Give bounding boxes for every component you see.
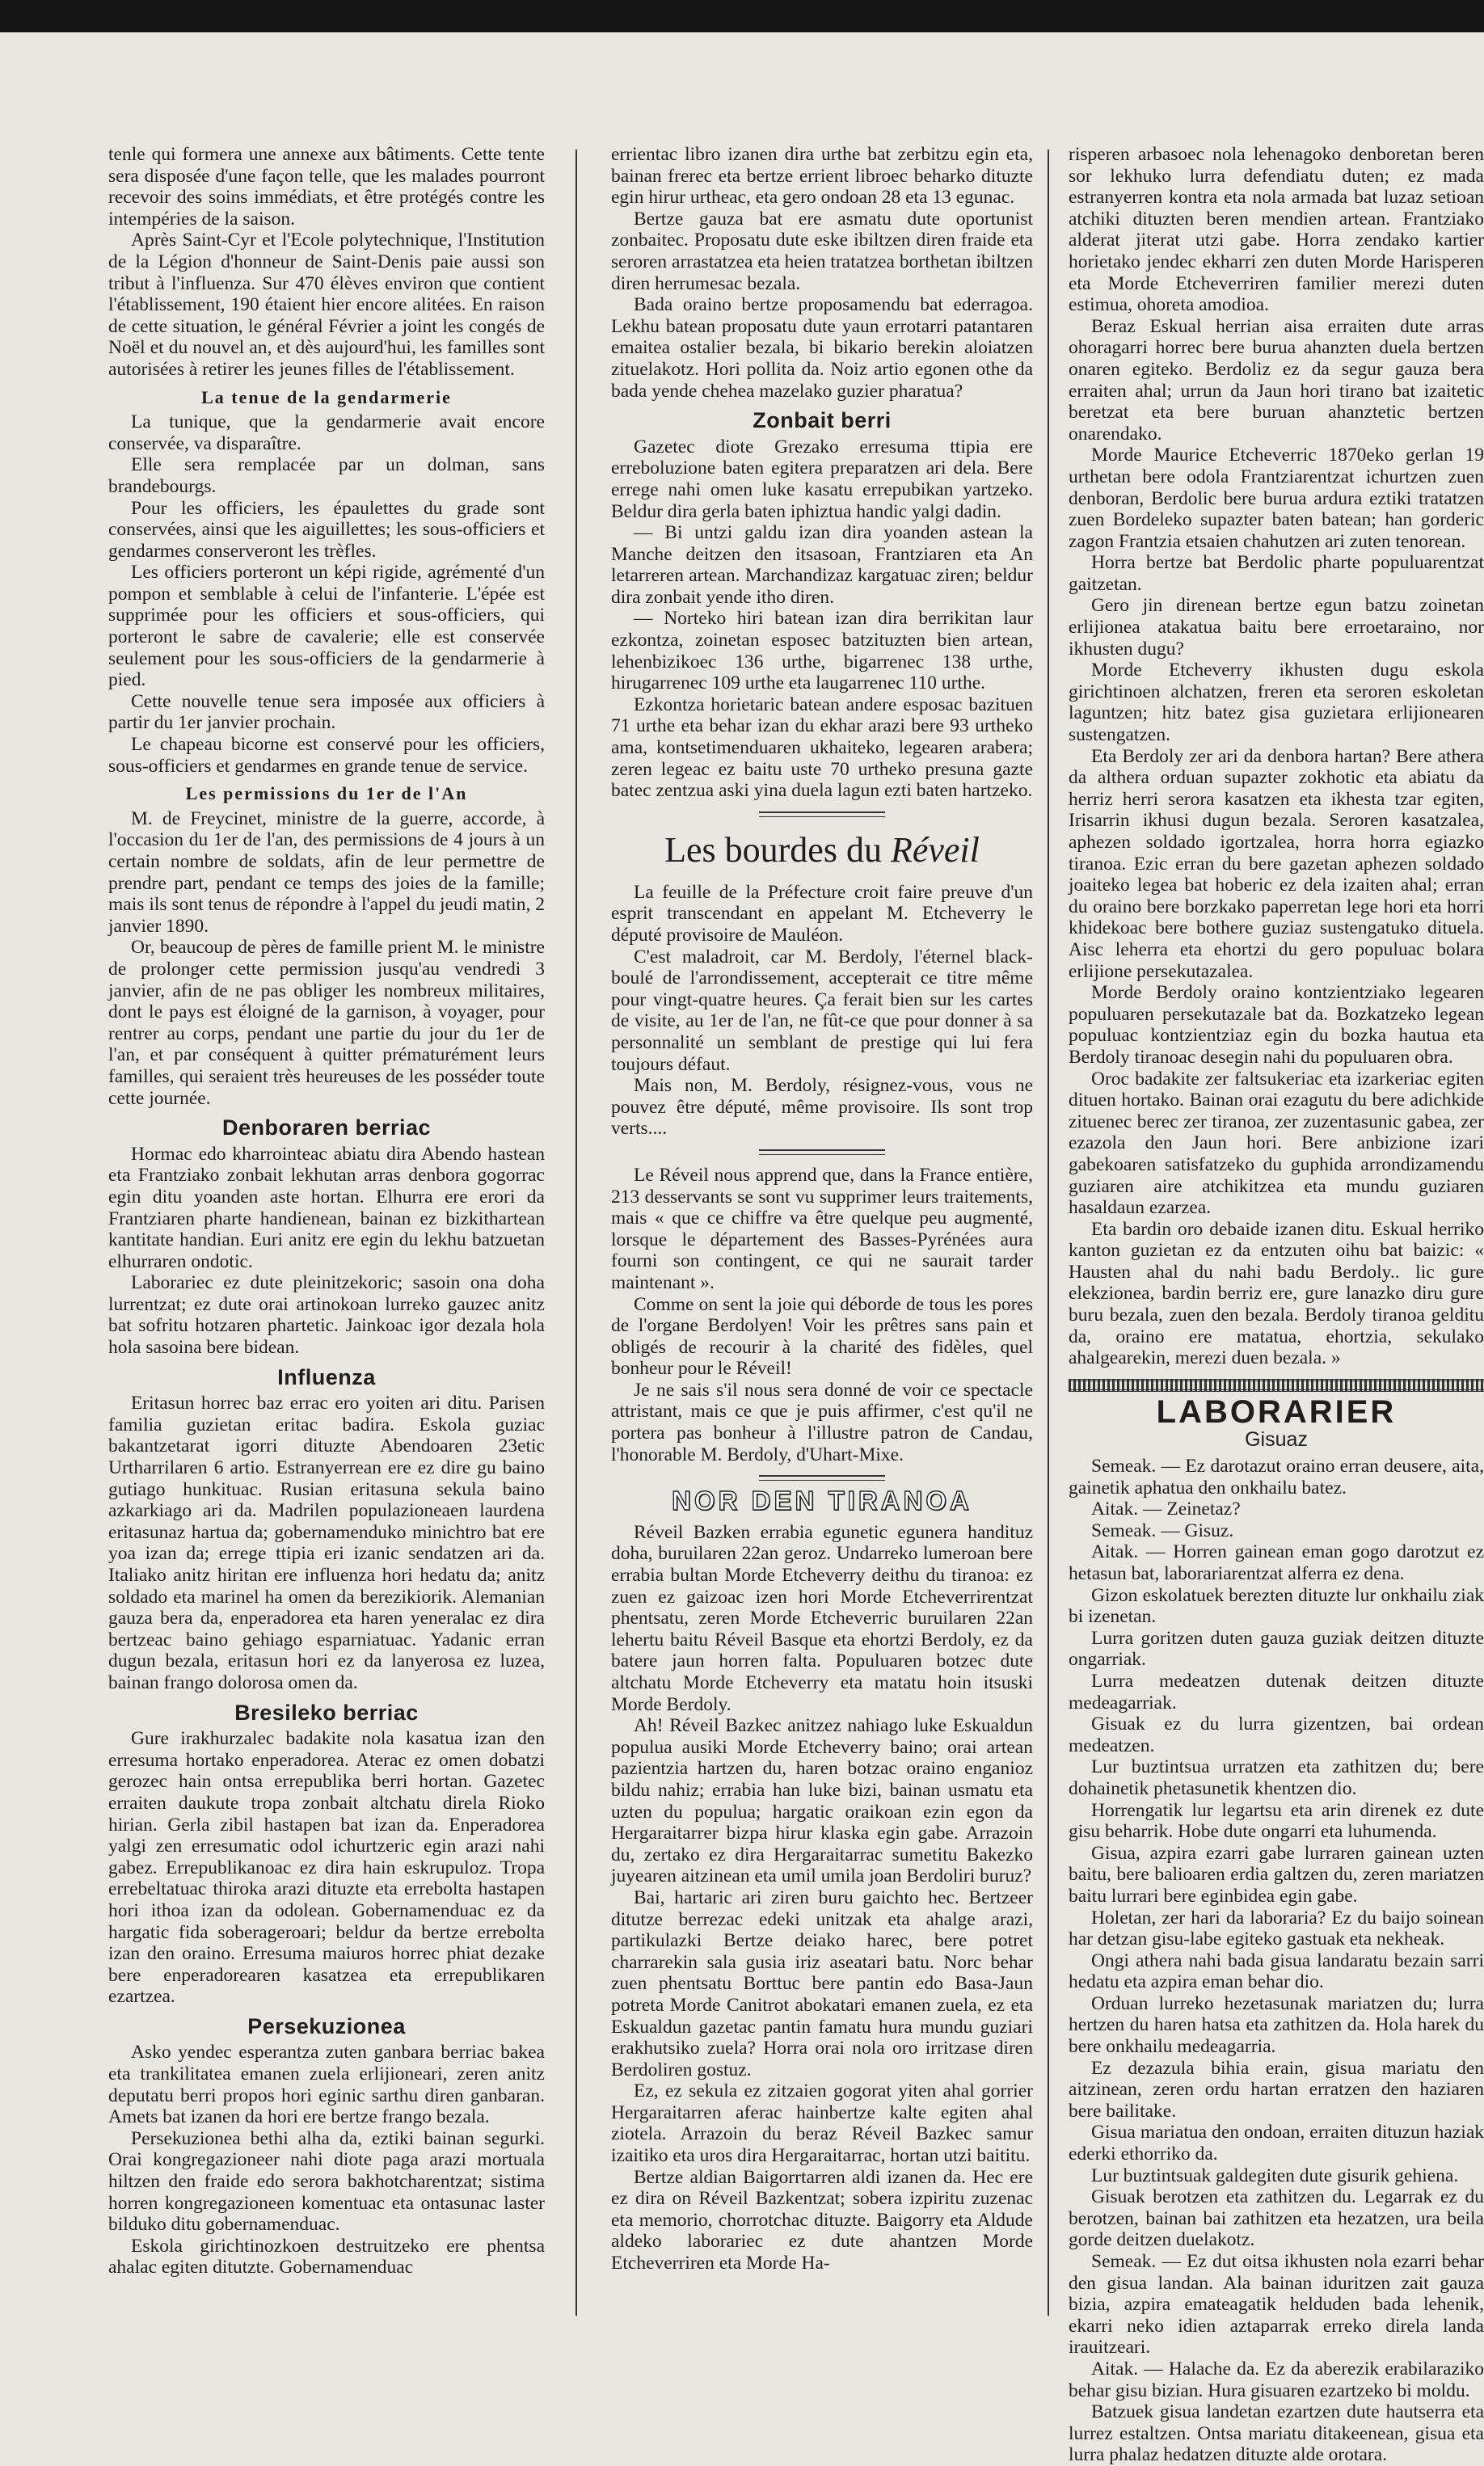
paragraph: Bertze aldian Baigorrtarren aldi izanen da. Hec ere ez dira on Réveil Bazkentzat; sobera izpiritu zuzenac eta memorio, chorrotchac dituzte. Baigorry eta Aldude aldeko laborariec ez dute ahantzen Morde Etcheverriren eta Morde Ha- bbox=[611, 2166, 1033, 2274]
paragraph: Elle sera remplacée par un dolman, sans brandebourgs. bbox=[108, 454, 545, 497]
paragraph: C'est maladroit, car M. Berdoly, l'éternel black-boulé de l'arrondissement, accepterait ce titre même pour vingt-quatre heures. Ça ferait bien sur les cartes de visite, au 1er de l'an, ne fût-ce que pour donner à sa personnalité un semblant de prestige qui lui fera toujours défaut. bbox=[611, 946, 1033, 1075]
ornament-rule bbox=[759, 1475, 886, 1481]
column-2 bbox=[611, 144, 1033, 2274]
article-title: LABORARIER bbox=[1156, 1393, 1397, 1430]
paragraph: Bertze gauza bat ere asmatu dute oportunist zonbaitec. Proposatu dute eske ibiltzen diren fraide eta seroren arrastatzea eta heien tratatzea borthetan ibiltzen diren herrumesac bezala. bbox=[611, 208, 1033, 294]
paragraph: Laborariec ez dute pleinitzekoric; sasoin ona doha lurrentzat; ez dute orai artinokoan lurreko gauzec anitz bat sofritu hotzaren phartetic. Jainkoac igor dezala hola hola sasoina bere bidean. bbox=[108, 1272, 545, 1359]
paragraph: Le chapeau bicorne est conservé pour les officiers, sous-officiers et gendarmes en grande tenue de service. bbox=[108, 734, 545, 777]
paragraph: M. de Freycinet, ministre de la guerre, accorde, à l'occasion du 1er de l'an, des permissions de 4 jours à un certain nombre de soldats, afin de leur permettre de prendre part, pendant ce temps des joies de la famille; mais ils sont tenus de répondre à l'appel du jeudi matin, 2 janvier 1890. bbox=[108, 807, 545, 937]
paragraph: Or, beaucoup de pères de famille prient M. le ministre de prolonger cette permission jusqu'au vendredi 3 janvier, afin de ne pas obliger les nombreux militaires, dont le pays est éloigné de la garnison, à voyager, pour rentrer au corps, pendant une partie du jour du 1er de l'an, et par conséquent à quitter prématurément leurs familles, qui seraient très heureuses de les posséder toute cette journée. bbox=[108, 937, 545, 1109]
ornament-rule bbox=[759, 1149, 886, 1155]
paragraph: Eta bardin oro debaide izanen ditu. Eskual herriko kanton guzietan ez da entzuten oihu bat baizic: « Hausten ahal du nahi badu Berdoly.. lic gure elekzionea, bardin berriz ere, gure lanazko diru gure buru bezala, zuen den bezala. Berdoly tiranoa gelditu da, oraino ere matatua, ehortzia, sekulako ahalgearekin, merezi duen bezala. » bbox=[1069, 1218, 1484, 1369]
dialogue-line: Aitak. — Horren gainean eman gogo darotzut ez hetasun bat, laborariarentzat alferra ez dena. bbox=[1069, 1541, 1484, 1584]
paragraph: Orduan lurreko hezetasunak mariatzen du; lurra hertzen du haren hatsa eta zathitzen da. Hola harek du bere onkhailu medeagarria. bbox=[1069, 1992, 1484, 2058]
column-3 bbox=[1069, 144, 1484, 2466]
paragraph: Gero jin direnean bertze egun batzu zoinetan erlijionea atakatua baitu bere erroetaraino, nor ikhusten dugu? bbox=[1069, 595, 1484, 660]
paragraph: La tunique, que la gendarmerie avait encore conservée, va disparaître. bbox=[108, 411, 545, 454]
column-rule bbox=[575, 150, 577, 2316]
dialogue-line: Aitak. — Halache da. Ez da aberezik erabilaraziko behar gisu bizian. Hura gisuaren ezartzeko bi moldu. bbox=[1069, 2358, 1484, 2401]
paragraph: Asko yendec esperantza zuten ganbara berriac bakea eta trankilitatea emanen zuela erlijioneari, zeren anitz deputatu berri propos hori eginic sarthu diren ganbaran. Amets bat izanen da hori ere bertze frango bezala. bbox=[108, 2042, 545, 2128]
title-italic: Réveil bbox=[890, 829, 980, 870]
paragraph: Morde Berdoly oraino kontzientziako legearen populuaren persekutazale bat da. Bozkatzeko legean populuac kontzientziaz egin du bozka hautua eta Berdoly tiranoac desegin nahi du populuaren obra. bbox=[1069, 982, 1484, 1068]
paragraph: Après Saint-Cyr et l'Ecole polytechnique, l'Institution de la Légion d'honneur de Saint-Denis paie aussi son tribut à l'influenza. Sur 470 élèves environ que contient l'établissement, 190 étaient hier encore alitées. En raison de cette situation, le général Février a joint les congés de Noël et du nouvel an, et dès aujourd'hui, les familles sont autorisées à retirer les jeunes filles de l'établissement. bbox=[108, 230, 545, 380]
paragraph: Ezkontza horietaric batean andere esposac bazituen 71 urthe eta behar izan du ekhar arazi bere 93 urtheko ama, kontsetimenduaren ukhaiteko, legearen arabera; zeren legeac ez baitu uste 70 urtheko presuna gazte batec zentzua aski yina duela lagun ezti baten hartzeko. bbox=[611, 693, 1033, 802]
dialogue-line: Semeak. — Gisuz. bbox=[1091, 1520, 1234, 1541]
paragraph: Lur buztintsua urratzen eta zathitzen du; bere dohainetik phetasunetik khentzen dio. bbox=[1069, 1756, 1484, 1799]
paragraph: Eta Berdoly zer ari da denbora hartan? Bere athera da althera orduan supazter zokhotic eta abiatu da herriz herri serora kasatzen eta ikhesta tzar egiten, Irisarrin ikhusi dugun bezala. Seroren kasatzalea, aphezen soldado igortzalea, horra horra egiazko tiranoa. Ezic erran du bere gazetan aphezen soldado joaiteko legea bat hoberic ez dela izaiten ahal; erran du oraino bere borzkako paperretan lege hori eta horri khidekoac bere bothere guziaz sustengatuko dituela. Aisc leherra eta ehortzi du gero populuac bolara erlijione persekutazalea. bbox=[1069, 745, 1484, 982]
paragraph: Les officiers porteront un képi rigide, agrémenté d'un pompon et semblable à celui de l'infanterie. L'épée est supprimée pour les officiers et sous-officiers, qui porteront le sabre de cavalerie; elle est conservée seulement pour les sous-officiers de la gendarmerie à pied. bbox=[108, 562, 545, 691]
paragraph: Cette nouvelle tenue sera imposée aux officiers à partir du 1er janvier prochain. bbox=[108, 690, 545, 734]
paragraph: Persekuzionea bethi alha da, eztiki bainan segurki. Orai kongregazioneer nahi diote paga arazi mortuala hiltzen den fraide edo serora bakhotcharentzat; sistima horren kongregazioneen komentuac eta ontasunac laster bilduko ditu gobernamenduac. bbox=[108, 2127, 545, 2236]
paragraph: Batzuek gisua landetan ezartzen dute hautserra eta lurrez estaltzen. Ontsa mariatu ditakeenean, gisua eta lurra phalaz hedatzen dituzte alde orotara. bbox=[1069, 2401, 1484, 2466]
paragraph: risperen arbasoec nola lehenagoko denboretan beren sor lekhuko lurra defendiatu duten; ez mada estranyerren kontra eta nola armada bat luzaz setioan atchiki dituzten beren mendien artean. Frantziako alderat jiterat utzi gabe. Horra zendako kartier horietako jendec ekharri zen duten Morde Harisperen eta Morde Etcheverriren familier merezi duten estimua, ohoreta amodioa. bbox=[1069, 144, 1484, 316]
paragraph: La feuille de la Préfecture croit faire preuve d'un esprit transcendant en appelant M. Etcheverry le député provisoire de Mauléon. bbox=[611, 881, 1033, 946]
paragraph: Lur buztintsuak galdegiten dute gisurik gehiena. bbox=[1091, 2165, 1459, 2186]
paragraph: Bai, hartaric ari ziren buru gaichto hec. Bertzeer ditutze berrezac edeki unitzak eta ahalge arazi, partikulazki Bertze deiako harec, bere potret charrarekin sala gusia iriz aseatari batu. Norc behar zuen phentsatu Borttuc bere pantin edo Basa-Jaun potreta Morde Canitrot abokatari emanen zuela, ez eta Eskualdun gazetac pantin famatu hura mundu guziari erakhutsiko zuela? Horra orai nola oro irritzase diren Berdoliren gostuz. bbox=[611, 1886, 1033, 2080]
paragraph: Horra bertze bat Berdolic pharte populuarentzat gaitzetan. bbox=[1069, 552, 1484, 595]
section-heading: Influenza bbox=[277, 1364, 376, 1389]
paragraph: Bada oraino bertze proposamendu bat ederragoa. Lekhu batean proposatu dute yaun errotarri patantaren emaitea ostalier bezala, bi bikario berekin aloiatzen zituelakotz. Hori pollita da. Noiz artio egonen othe da bada yende chehea mazelako guzier pharatua? bbox=[611, 294, 1033, 402]
paragraph: Holetan, zer hari da laboraria? Ez du baijo soinean har detzan gisu-labe egiteko gastuak eta nekheak. bbox=[1069, 1907, 1484, 1950]
paragraph: Hormac edo kharrointeac abiatu dira Abendo hastean eta Frantziako zonbait lekhutan arras denbora gogorrac egin ditu yoanden aste hortan. Elhurra ere erori da Frantziaren pharte handienean, bainan ez bizkithartean kantitate handian. Euri anitz ere egin du lekhu batzuetan elhurraren ondotic. bbox=[108, 1143, 545, 1272]
paragraph: Je ne sais s'il nous sera donné de voir ce spectacle attristant, mais ce que je puis affirmer, c'est qu'il ne portera pas bonheur à l'illustre patron de Candau, l'honorable M. Berdoly, d'Uhart-Mixe. bbox=[611, 1379, 1033, 1465]
paragraph: Pour les officiers, les épaulettes du grade sont conservées, ainsi que les aiguillettes; les sous-officiers et gendarmes conserveront les trèfles. bbox=[108, 497, 545, 562]
paragraph: Le Réveil nous apprend que, dans la France entière, 213 desservants se sont vu supprimer leurs traitements, mais « que ce chiffre va être quelque peu augmenté, lorsque le département des Basses-Pyrénées aura fourni son contingent, ce qui ne saurait tarder maintenant ». bbox=[611, 1164, 1033, 1293]
dialogue-line: Semeak. — Ez darotazut oraino erran deusere, aita, gainetik aphatua den onkhailu batez. bbox=[1069, 1456, 1484, 1499]
section-heading: Persekuzionea bbox=[247, 2013, 406, 2038]
paragraph: Gisua, azpira ezarri gabe lurraren gainean uzten baitu, bere balioaren erdia galtzen du, zeren mariatzen baitu lurrari bere eginbidea egin gabe. bbox=[1069, 1842, 1484, 1907]
title-text: Les bourdes du bbox=[664, 829, 882, 870]
paragraph: Morde Maurice Etcheverric 1870eko gerlan 19 urthetan bere odola Frantziarentzat ichurtzen zuen denboran, Berdolic bere burua ardura eztiki tratatzen zuen Bordeleko supazter baten batean; han gorderic zagon Frantzia etsaien chahutzen ari zuten tenorean. bbox=[1069, 445, 1484, 552]
paragraph: Lurra goritzen duten gauza guziak deitzen dituzte ongarriak. bbox=[1069, 1627, 1484, 1671]
column-1 bbox=[108, 144, 545, 2278]
paragraph: — Norteko hiri batean izan dira berrikitan laur ezkontza, zoinetan esposec batzituzten bien artean, lehenbizikoec 136 urthe, bigarrenec 138 urthe, hirugarrenec 109 urthe eta laugarrenec 110 urthe. bbox=[611, 608, 1033, 694]
paragraph: Ez, ez sekula ez zitzaien gogorat yiten ahal gorrier Hergaraitarren aferac hainbertze kalte egiten ahal ziotela. Arrazoin du beraz Réveil Bazkec samur izaitiko eta uros dira Hergaraitarrac, hortan utzi baititu. bbox=[611, 2080, 1033, 2167]
article-title bbox=[611, 830, 1033, 870]
section-heading: Bresileko berriac bbox=[234, 1700, 419, 1725]
dialogue-line: Aitak. — Zeinetaz? bbox=[1091, 1499, 1241, 1520]
dialogue-line: Semeak. — Ez dut oitsa ikhusten nola ezarri behar den gisua landan. Ala bainan iduritzen zait gauza bizia, azpira emateagatik helduden bada lehenik, ekarri neko idien aztaparrak erreko direla landa irauitzeari. bbox=[1069, 2251, 1484, 2359]
section-heading: La tenue de la gendarmerie bbox=[201, 386, 452, 407]
paragraph: Gisua mariatua den ondoan, erraiten dituzun haziak ederki ethorriko da. bbox=[1069, 2122, 1484, 2165]
paragraph: Ez dezazula bihia erain, gisua mariatu den aitzinean, zeren ordu hartan erratzen den haziaren bere bailitake. bbox=[1069, 2057, 1484, 2122]
section-heading: Les permissions du 1er de l'An bbox=[185, 783, 468, 804]
section-heading: Gisuaz bbox=[1245, 1428, 1308, 1452]
paragraph: Gazetec diote Grezako erresuma ttipia ere erreboluzione baten egitera preparatzen ari dela. Bere errege nahi omen luke kasatu errepubikan yartzeko. Beldur dira gerla baten iphiztua handic yalgi dadin. bbox=[611, 436, 1033, 522]
paragraph: Beraz Eskual herrian aisa erraiten dute arras ohoragarri horrec bere burua ahanzten duela bertzen onaren egiteko. Berdoliz ez da segur gauza bera erraiten ahal; urrun da Jaun hori tirano bat izaitetic beretzat eta bere buruan ahanztetic bertzen onarendako. bbox=[1069, 315, 1484, 445]
paragraph: Réveil Bazken errabia egunetic egunera handituz doha, buruilaren 22an geroz. Undarreko lumeroan bere errabia bultan Morde Etcheverry deithu du tiranoa: ez zuen ez gaizoac izen hori Morde Etcheverrirentzat phentsatu, zeren Morde Etcheverric buruilaren 22an lehertu baitu Réveil Basque eta ehortzi Berdoly, ez da batere jaun horren falta. Populuaren botzec dute altchatu Morde Etcheverry eta matatu hoin itsuski Morde Berdoly. bbox=[611, 1521, 1033, 1715]
paragraph: Morde Etcheverry ikhusten dugu eskola girichtinoen alchatzen, freren eta seroren eskoletan laguntzen; hitz batez gisa guzietara erlijionearen sustengatzen. bbox=[1069, 660, 1484, 746]
paragraph: tenle qui formera une annexe aux bâtiments. Cette tente sera disposée d'une façon telle, que les malades pourront recevoir des soins immédiats, et être protégés contre les intempéries de la saison. bbox=[108, 144, 545, 230]
paragraph: Gisuak ez du lurra gizentzen, bai ordean medeatzen. bbox=[1069, 1714, 1484, 1756]
ornament-rule bbox=[759, 811, 886, 817]
scan-top-edge bbox=[0, 0, 1484, 32]
paragraph: — Bi untzi galdu izan dira yoanden astean la Manche deitzen den itsasoan, Frantziaren eta An letarreren artean. Marchandizaz kargatuac ziren; beldur dira zonbait yende itho diren. bbox=[611, 522, 1033, 608]
article-title: NOR DEN TIRANOA bbox=[672, 1486, 972, 1516]
paragraph: Horrengatik lur legartsu eta arin direnek ez dute gisu beharrik. Hobe dute ongarri eta luhumenda. bbox=[1069, 1799, 1484, 1843]
column-rule bbox=[1048, 150, 1049, 2316]
paragraph: Gure irakhurzalec badakite nola kasatua izan den erresuma hortako enperadorea. Aterac ez omen dobatzi gerozec hain ontsa errepublika berri hortan. Gazetec erraiten daukute tropa zonbait altchatu direla Rioko hirian. Gerla zibil hastapen bat izan da. Enperadorea yalgi zen erresumatic odol ichurtzeric egin arazi nahi gabez. Errepublikanoac ez dira hain eskrupuloz. Tropa errebeltatuac thiroka arazi dituzte eta errebolta hastapen hori ithoa izan da odolean. Gobernamenduac ez da hargatic fida soberageroari; beldur da bertze errebolta izan den oraino. Erresuma maiuros horrec phiat dezake bere enperadorearen kasatzea eta errepublikaren ezartzea. bbox=[108, 1728, 545, 2008]
paragraph: Gisuak berotzen eta zathitzen du. Legarrak ez du berotzen, bainan bai zathitzen eta hezatzen, ura beila gorde deitzen duelakotz. bbox=[1069, 2186, 1484, 2251]
ornament-rule bbox=[1069, 1379, 1484, 1392]
paragraph: errientac libro izanen dira urthe bat zerbitzu egin eta, bainan frerec eta bertze errient libroec beharko dituzte egin hirur urtheac, eta gero ondoan 28 eta 13 egunac. bbox=[611, 144, 1033, 209]
paragraph: Lurra medeatzen dutenak deitzen dituzte medeagarriak. bbox=[1069, 1670, 1484, 1714]
paragraph: Ongi athera nahi bada gisua landaratu bezain sarri hedatu eta azpira eman behar dio. bbox=[1069, 1950, 1484, 1993]
section-heading: Denboraren berriac bbox=[221, 1115, 432, 1140]
paragraph: Oroc badakite zer faltsukeriac eta izarkeriac egiten dituen hortako. Bainan orai ezagutu du bere adichkide zituenec berec zer tiranoa, zer zuzentasunic gabea, zer ezazola den Jaun hori. Bere anbizione izari gabekoaren satisfatzeko du guphida arrondizamendu guziaren aire atchikitzea eta mundu guziaren hasaldaun ezarzea. bbox=[1069, 1068, 1484, 1219]
paragraph: Ah! Réveil Bazkec anitzez nahiago luke Eskualdun populua ausiki Morde Etcheverry baino; orai artean pazientzia hartzen du, haren botzac oraino enganioz bildu nahiz; errabia han luke bizi, bainan usmatu eta uzten du populua; hargatic oraikoan ezin egon da Hergaraitarrer bizpa hirur klaska egin gabe. Arrazoin du, zertako ez dira Hergaraitarrac sumetitu Bakezko juyearen aitzinean eta umil umila joan Berdoliri buruz? bbox=[611, 1715, 1033, 1887]
section-heading: Zonbait berri bbox=[753, 408, 892, 433]
paragraph: Mais non, M. Berdoly, résignez-vous, vous ne pouvez être député, même provisoire. Ils sont trop verts.... bbox=[611, 1075, 1033, 1140]
paragraph: Gizon eskolatuek berezten dituzte lur onkhailu ziak bi izenetan. bbox=[1069, 1584, 1484, 1628]
paragraph: Eritasun horrec baz errac ero yoiten ari ditu. Parisen familia guzietan eritac badira. Eskola guziac bakantzetarat igorri dituzte Abendoaren 23etic Urtharrilaren 6 artio. Estranyerrean ere ez dire gu baino gutiago hunkituac. Rusian eritasuna sekula baino azkarkiago ari da. Madrilen populazioneaen laurdena eritasunaz hartua da; gobernamenduko minichtro bat ere yoa izan da; errege ttipia eri izanic sendatzen ari da. Italiako anitz hiritan ere influenza hori hedatu da; anitz soldado eta marinel ha omen da berezikiorik. Alemanian gauza bera da, enperadorea eta haren yeneralac ez dira bertzeac baino gehiago esparniatuac. Yadanic erran dugun bezala, eritasun hori ez da lanyerosa ez luzea, bainan frango dolorosa omen da. bbox=[108, 1393, 545, 1693]
paragraph: Comme on sent la joie qui déborde de tous les pores de l'organe Berdolyen! Voir les prêtres sans pain et obligés de recourir à la charité des fidèles, quel bonheur pour le Réveil! bbox=[611, 1293, 1033, 1380]
paragraph: Eskola girichtinozkoen destruitzeko ere phentsa ahalac egiten ditutzte. Gobernamenduac bbox=[108, 2235, 545, 2278]
